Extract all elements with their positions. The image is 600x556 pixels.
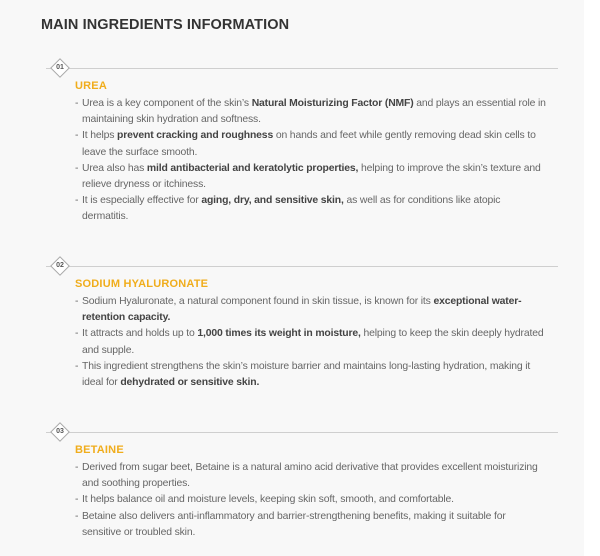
section-number: 02 — [56, 262, 64, 269]
bullet-text: It is especially effective for — [82, 195, 202, 207]
section-number: 01 — [56, 64, 64, 71]
bullet-text: on hands and feet while gently removing dead skin cells to leave the surface smooth. — [82, 130, 536, 158]
bullet-emphasis: aging, dry, and sensitive skin, — [201, 195, 344, 207]
bullet-text: Derived from sugar beet, Betaine is a natural amino acid derivative that provides excellent moisturizing and soothing properties. — [82, 462, 538, 490]
bullet-text: It attracts and holds up to — [82, 328, 198, 340]
bullet-item — [75, 128, 547, 160]
ingredient-name: SODIUM HYALURONATE — [75, 278, 209, 290]
ingredient-bullets — [75, 294, 547, 391]
bullet-item — [75, 492, 547, 508]
bullet-item — [75, 326, 547, 358]
bullet-text: This ingredient strengthens the skin’s moisture barrier and maintains long-lasting hydration, making it ideal for — [82, 360, 531, 389]
bullet-emphasis: prevent cracking and roughness — [117, 130, 274, 142]
bullet-emphasis: dehydrated or sensitive skin. — [120, 377, 260, 389]
bullet-text: It helps — [82, 130, 118, 142]
page-title: MAIN INGREDIENTS INFORMATION — [41, 17, 290, 33]
bullet-item — [75, 359, 547, 391]
bullet-item — [75, 294, 547, 326]
bullet-item — [75, 460, 547, 492]
bullet-text: Betaine also delivers anti-inflammatory and barrier-strengthening benefits, making it suitable for sensitive or troubled skin. — [82, 510, 506, 538]
bullet-emphasis: Natural Moisturizing Factor (NMF) — [251, 98, 414, 109]
bullet-text: Sodium Hyaluronate, a natural component found in skin tissue, is known for its — [82, 296, 434, 307]
ingredient-bullets — [75, 460, 547, 541]
bullet-text: and plays an essential role in maintaining skin hydration and softness. — [82, 98, 546, 126]
bullet-item — [75, 193, 547, 225]
page-margin — [584, 0, 600, 556]
bullet-item — [75, 161, 547, 193]
bullet-text: as well as for conditions like atopic dermatitis. — [82, 195, 501, 223]
bullet-text: helping to keep the skin deeply hydrated and supple. — [82, 328, 544, 356]
bullet-text: Urea also has — [82, 162, 147, 174]
number-badge — [50, 58, 70, 78]
bullet-text: Urea is a key component of the skin’s — [82, 98, 252, 109]
bullet-emphasis: mild antibacterial and keratolytic properties, — [146, 162, 359, 174]
section-divider — [46, 266, 558, 267]
bullet-item — [75, 509, 547, 541]
ingredient-name: UREA — [75, 80, 107, 92]
number-badge — [50, 422, 70, 442]
ingredient-bullets — [75, 96, 547, 226]
section-divider — [46, 68, 558, 69]
ingredient-name: BETAINE — [75, 444, 124, 456]
section-divider — [46, 432, 558, 433]
bullet-text: It helps balance oil and moisture levels, keeping skin soft, smooth, and comfortable. — [82, 494, 454, 506]
bullet-item — [75, 96, 547, 128]
number-badge — [50, 256, 70, 276]
bullet-emphasis: 1,000 times its weight in moisture, — [197, 328, 361, 340]
section-number: 03 — [56, 428, 64, 435]
bullet-emphasis: exceptional water-retention capacity. — [82, 296, 522, 324]
bullet-text: helping to improve the skin’s texture and relieve dryness or itchiness. — [82, 162, 541, 191]
